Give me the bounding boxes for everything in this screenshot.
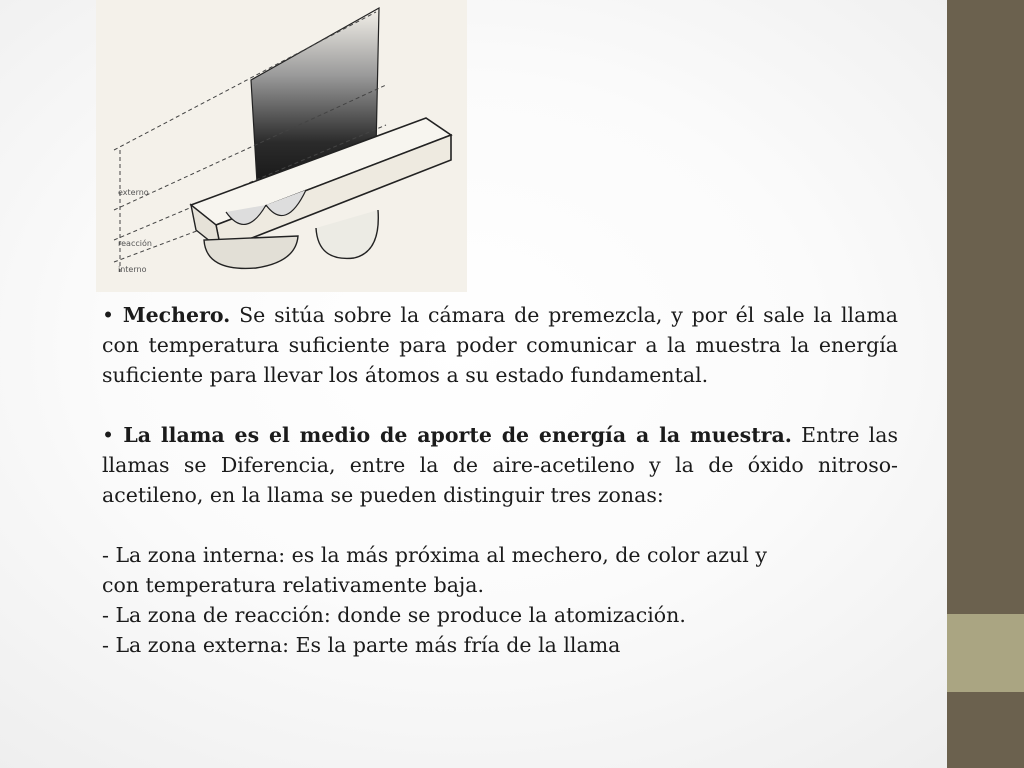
bullet: •	[102, 303, 115, 327]
lead-burner: Mechero.	[122, 303, 231, 327]
lower-chamber-left	[204, 236, 298, 268]
zone-line: - La zona externa: Es la parte más fría de la llama	[102, 633, 621, 657]
burner-illustration-icon	[96, 0, 467, 292]
zone-line: - La zona de reacción: donde se produce la atomización.	[102, 603, 686, 627]
paragraph-burner	[102, 300, 898, 390]
burner-figure	[96, 0, 467, 292]
label-internal: interno	[118, 265, 147, 274]
zone-line: con temperatura relativamente baja.	[102, 573, 485, 597]
text-flame: Entre las llamas se Diferencia, entre la de aire-acetileno y la de óxido nitroso-acetileno, en la llama se pueden distinguir tres zonas:	[102, 423, 898, 507]
sidebar-accent-block	[947, 614, 1024, 692]
zone-line: - La zona interna: es la más próxima al mechero, de color azul y	[102, 543, 767, 567]
text-burner: Se sitúa sobre la cámara de premezcla, y por él sale la llama con temperatura suficiente para poder comunicar a la muestra la energía suficiente para llevar los átomos a su estado fundamental.	[102, 303, 898, 387]
label-external: externo	[118, 188, 149, 197]
label-reaction: reacción	[118, 239, 152, 248]
slide-content	[102, 300, 898, 660]
lower-chamber-right	[316, 210, 378, 258]
lead-flame: La llama es el medio de aporte de energía a la muestra.	[123, 423, 792, 447]
paragraph-flame	[102, 420, 898, 510]
bullet: •	[102, 423, 115, 447]
